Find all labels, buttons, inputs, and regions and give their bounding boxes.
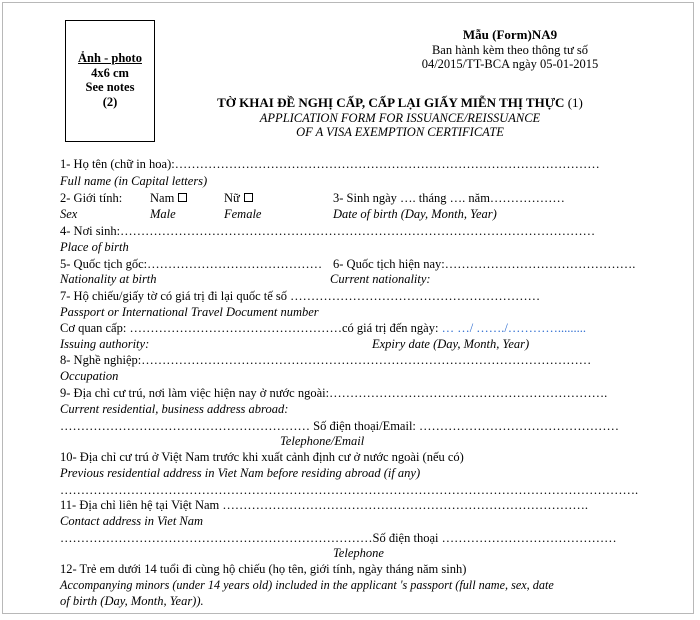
checkbox-female[interactable] [244,193,253,202]
passport-number-en: Passport or International Travel Document number [60,305,319,319]
field-current-nationality[interactable]: 6- Quốc tịch hiện nay:………………………………………. [333,257,636,271]
field-place-of-birth[interactable]: 4- Nơi sinh:…………………………………………………………………………………………………… [60,224,596,238]
field-occupation[interactable]: 8- Nghề nghiệp:……………………………………………………………………………………………… [60,353,592,367]
checkbox-male[interactable] [178,193,187,202]
contact-address-en: Contact address in Viet Nam [60,514,204,528]
field-passport-number[interactable]: 7- Hộ chiếu/giấy tờ có giá trị đi lại quốc tế số …………………………………………………… [60,289,541,303]
issuing-authority-label: Cơ quan cấp: ……………………………………………có giá trị đến ngày: [60,321,439,335]
field-current-phone-email[interactable]: …………………………………………………… Số điện thoại/Email: ………………………………………… [60,419,620,433]
place-of-birth-en: Place of birth [60,240,129,254]
field-date-of-birth[interactable]: 3- Sinh ngày …. tháng …. năm……………… [333,191,565,205]
accompanying-minors-en-1: Accompanying minors (under 14 years old) included in the applicant 's passport (full name, sex, date [60,578,554,592]
photo-label: Ảnh - photo [78,51,142,65]
title-note: (1) [567,95,583,110]
form-title [190,95,610,139]
phone-email-en: Telephone/Email [280,434,365,448]
current-nationality-en: Current nationality: [330,272,431,286]
field-issuing-authority[interactable] [60,321,586,336]
title-english-1: APPLICATION FORM FOR ISSUANCE/REISSUANCE [259,111,541,125]
title-english-2: OF A VISA EXEMPTION CERTIFICATE [296,125,504,139]
accompanying-minors-en-2: of birth (Day, Month, Year)). [60,594,204,608]
field-accompanying-minors: 12- Trẻ em dưới 14 tuổi đi cùng hộ chiếu (họ tên, giới tính, ngày tháng năm sinh) [60,562,467,576]
field-previous-address-input[interactable]: …………………………………………………………………………………………………………………………. [60,483,639,497]
expiry-date-field[interactable]: … …/ ……./…………......... [438,321,587,335]
date-of-birth-en: Date of birth (Day, Month, Year) [333,207,497,221]
issuing-authority-en: Issuing authority: [60,337,150,351]
form-issued-by: Ban hành kèm theo thông tư số [431,42,589,57]
female-en: Female [224,207,262,221]
photo-note-number: (2) [102,94,118,109]
field-nationality-birth[interactable]: 5- Quốc tịch gốc:…………………………………… [60,257,323,271]
option-male-label: Nam [150,191,175,205]
photo-box [65,20,155,142]
option-female-label: Nữ [224,191,240,205]
occupation-en: Occupation [60,369,119,383]
field-sex: 2- Giới tính: [60,191,123,205]
expiry-date-en: Expiry date (Day, Month, Year) [372,337,530,351]
field-full-name[interactable]: 1- Họ tên (chữ in hoa):………………………………………………………………………………………… [60,157,600,171]
field-current-address[interactable]: 9- Địa chỉ cư trú, nơi làm việc hiện nay ở nước ngoài:…………………………………………………………. [60,386,608,400]
title-vietnamese: TỜ KHAI ĐỀ NGHỊ CẤP, CẤP LẠI GIẤY MIỄN THỊ THỰC [217,95,565,110]
field-contact-phone[interactable]: …………………………………………………………………Số điện thoại …………………………………… [60,531,617,545]
field-contact-address[interactable]: 11- Địa chỉ liên hệ tại Việt Nam ……………………………………………………………………………. [60,498,589,512]
field-previous-address: 10- Địa chỉ cư trú ở Việt Nam trước khi xuất cảnh định cư ở nước ngoài (nếu có) [60,450,464,464]
previous-address-en: Previous residential address in Viet Nam before residing abroad (if any) [60,466,421,480]
form-circular: 04/2015/TT-BCA ngày 05-01-2015 [421,57,599,71]
male-en: Male [150,207,176,221]
current-address-en: Current residential, business address abroad: [60,402,289,416]
field-full-name-en: Full name (in Capital letters) [60,174,208,188]
sex-en: Sex [60,207,78,221]
contact-phone-en: Telephone [333,546,384,560]
photo-notes: See notes [85,80,135,94]
option-male[interactable] [150,191,187,206]
form-code: Mẫu (Form)NA9 [462,27,558,42]
option-female[interactable] [224,191,253,206]
nationality-birth-en: Nationality at birth [60,272,157,286]
form-info [400,28,620,72]
photo-size: 4x6 cm [91,65,129,80]
